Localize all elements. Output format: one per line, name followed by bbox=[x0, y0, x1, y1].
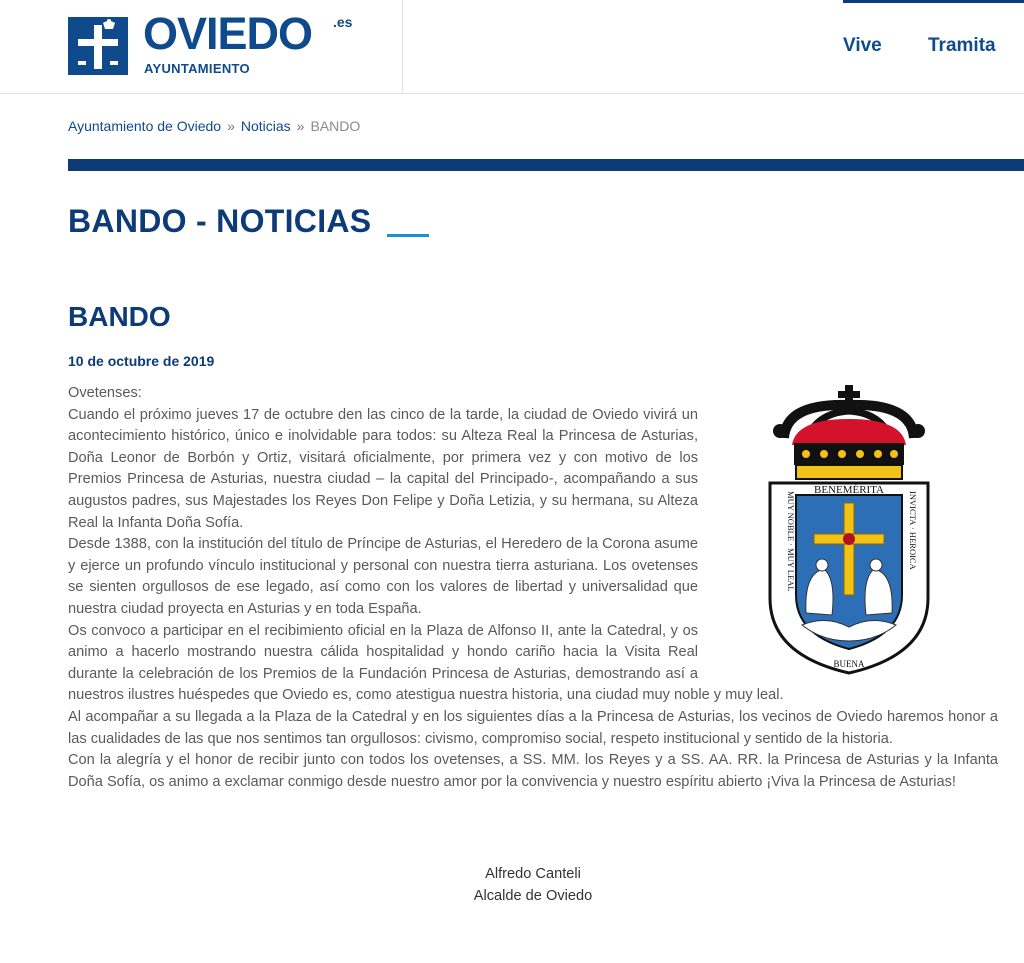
svg-text:MUY NOBLE · MUY LEAL bbox=[786, 491, 796, 592]
crest-motto-top: BENEMÉRITA bbox=[813, 484, 885, 496]
article-paragraph: Al acompañar a su llegada a la Plaza de la Catedral y en los siguientes días a la Princesa de Asturias, los vecinos de Oviedo haremos honor a las cualidades de las que nos sentimos tan orgullosos: civismo, compromiso social, respeto institucional y sentido de la historia. bbox=[68, 708, 998, 747]
signature-role: Alcalde de Oviedo bbox=[473, 887, 593, 904]
article-paragraph: Desde 1388, con la institución del título de Príncipe de Asturias, el Heredero de la Corona asume y ejerce un profundo vínculo institucional y personal con nuestra tierra asturiana. Los ovetenses se sienten orgullosos de ese legado, así como con los valores de libertad y universalidad que nuestra ciudad proyecta en Asturias y en toda España. bbox=[68, 536, 698, 617]
svg-text:INVICTA · HEROICA bbox=[908, 491, 918, 571]
logo-suffix: .es bbox=[333, 14, 353, 30]
breadcrumb bbox=[68, 118, 360, 134]
signature-name: Alfredo Canteli bbox=[485, 866, 581, 882]
breadcrumb-separator: » bbox=[227, 118, 235, 134]
breadcrumb-separator: » bbox=[296, 118, 305, 134]
title-underline-accent bbox=[387, 234, 429, 237]
page-title: BANDO - NOTICIAS bbox=[68, 203, 372, 239]
oviedo-coat-of-arms bbox=[766, 383, 932, 675]
crest-motto-left: MUY NOBLE · MUY LEAL bbox=[786, 491, 796, 592]
article-date: 10 de octubre de 2019 bbox=[68, 353, 215, 369]
signature-block bbox=[68, 864, 998, 907]
article-paragraph: Cuando el próximo jueves 17 de octubre den las cinco de la tarde, la ciudad de Oviedo vivirá un acontecimiento histórico, único e inolvidable para todos: su Alteza Real la Princesa de Asturias, Doña Leonor de Borbón y Ortiz, visitará oficialmente, por primera vez y con motivo de los Premios Princesa de Asturias, nuestra ciudad – la capital del Principado-, acompañando a sus augustos padres, sus Majestades los Reyes Don Felipe y Doña Letizia, y su hermana, su Alteza Real la Infanta Doña Sofía. bbox=[68, 406, 698, 531]
logo-wordmark: OVIEDO bbox=[143, 8, 313, 59]
site-header bbox=[0, 0, 1024, 94]
article-title: BANDO bbox=[68, 301, 171, 332]
nav-vive[interactable]: Vive bbox=[843, 35, 882, 56]
header-divider bbox=[402, 0, 403, 94]
article-paragraph: Os convoco a participar en el recibimiento oficial en la Plaza de Alfonso II, ante la Catedral, y os animo a hacerlo mostrando nuestra cálida hospitalidad y hondo cariño hacia la Visita Real durante la celebración de los Premios de la Fundación Princesa de Asturias, demostrando así a nuestros ilustres huéspedes que Oviedo es, como atestigua nuestra historia, una ciudad muy noble y muy leal. bbox=[68, 622, 784, 704]
breadcrumb-home-link[interactable]: Ayuntamiento de Oviedo bbox=[68, 118, 222, 134]
active-nav-indicator bbox=[843, 0, 1024, 3]
crest-motto-bottom: BUENA bbox=[833, 659, 865, 669]
logo-subtitle: AYUNTAMIENTO bbox=[144, 61, 250, 76]
breadcrumb-noticias-link[interactable]: Noticias bbox=[240, 118, 291, 134]
article-paragraph: Ovetenses: bbox=[68, 385, 142, 401]
breadcrumb-current: BANDO bbox=[310, 118, 361, 134]
section-divider-bar bbox=[68, 159, 1024, 171]
article-paragraph: Con la alegría y el honor de recibir junto con todos los ovetenses, a SS. MM. los Reyes y a SS. AA. RR. la Princesa de Asturias y la Infanta Doña Sofía, os animo a exclamar conmigo desde nuestro amor por la convivencia y nuestro espíritu abierto ¡Viva la Princesa de Asturias! bbox=[68, 752, 998, 790]
oviedo-cross-logo-icon[interactable] bbox=[68, 17, 128, 75]
site-logo[interactable] bbox=[143, 8, 353, 76]
crest-motto-right: INVICTA · HEROICA bbox=[908, 491, 918, 570]
nav-tramita[interactable]: Tramita bbox=[928, 35, 996, 56]
